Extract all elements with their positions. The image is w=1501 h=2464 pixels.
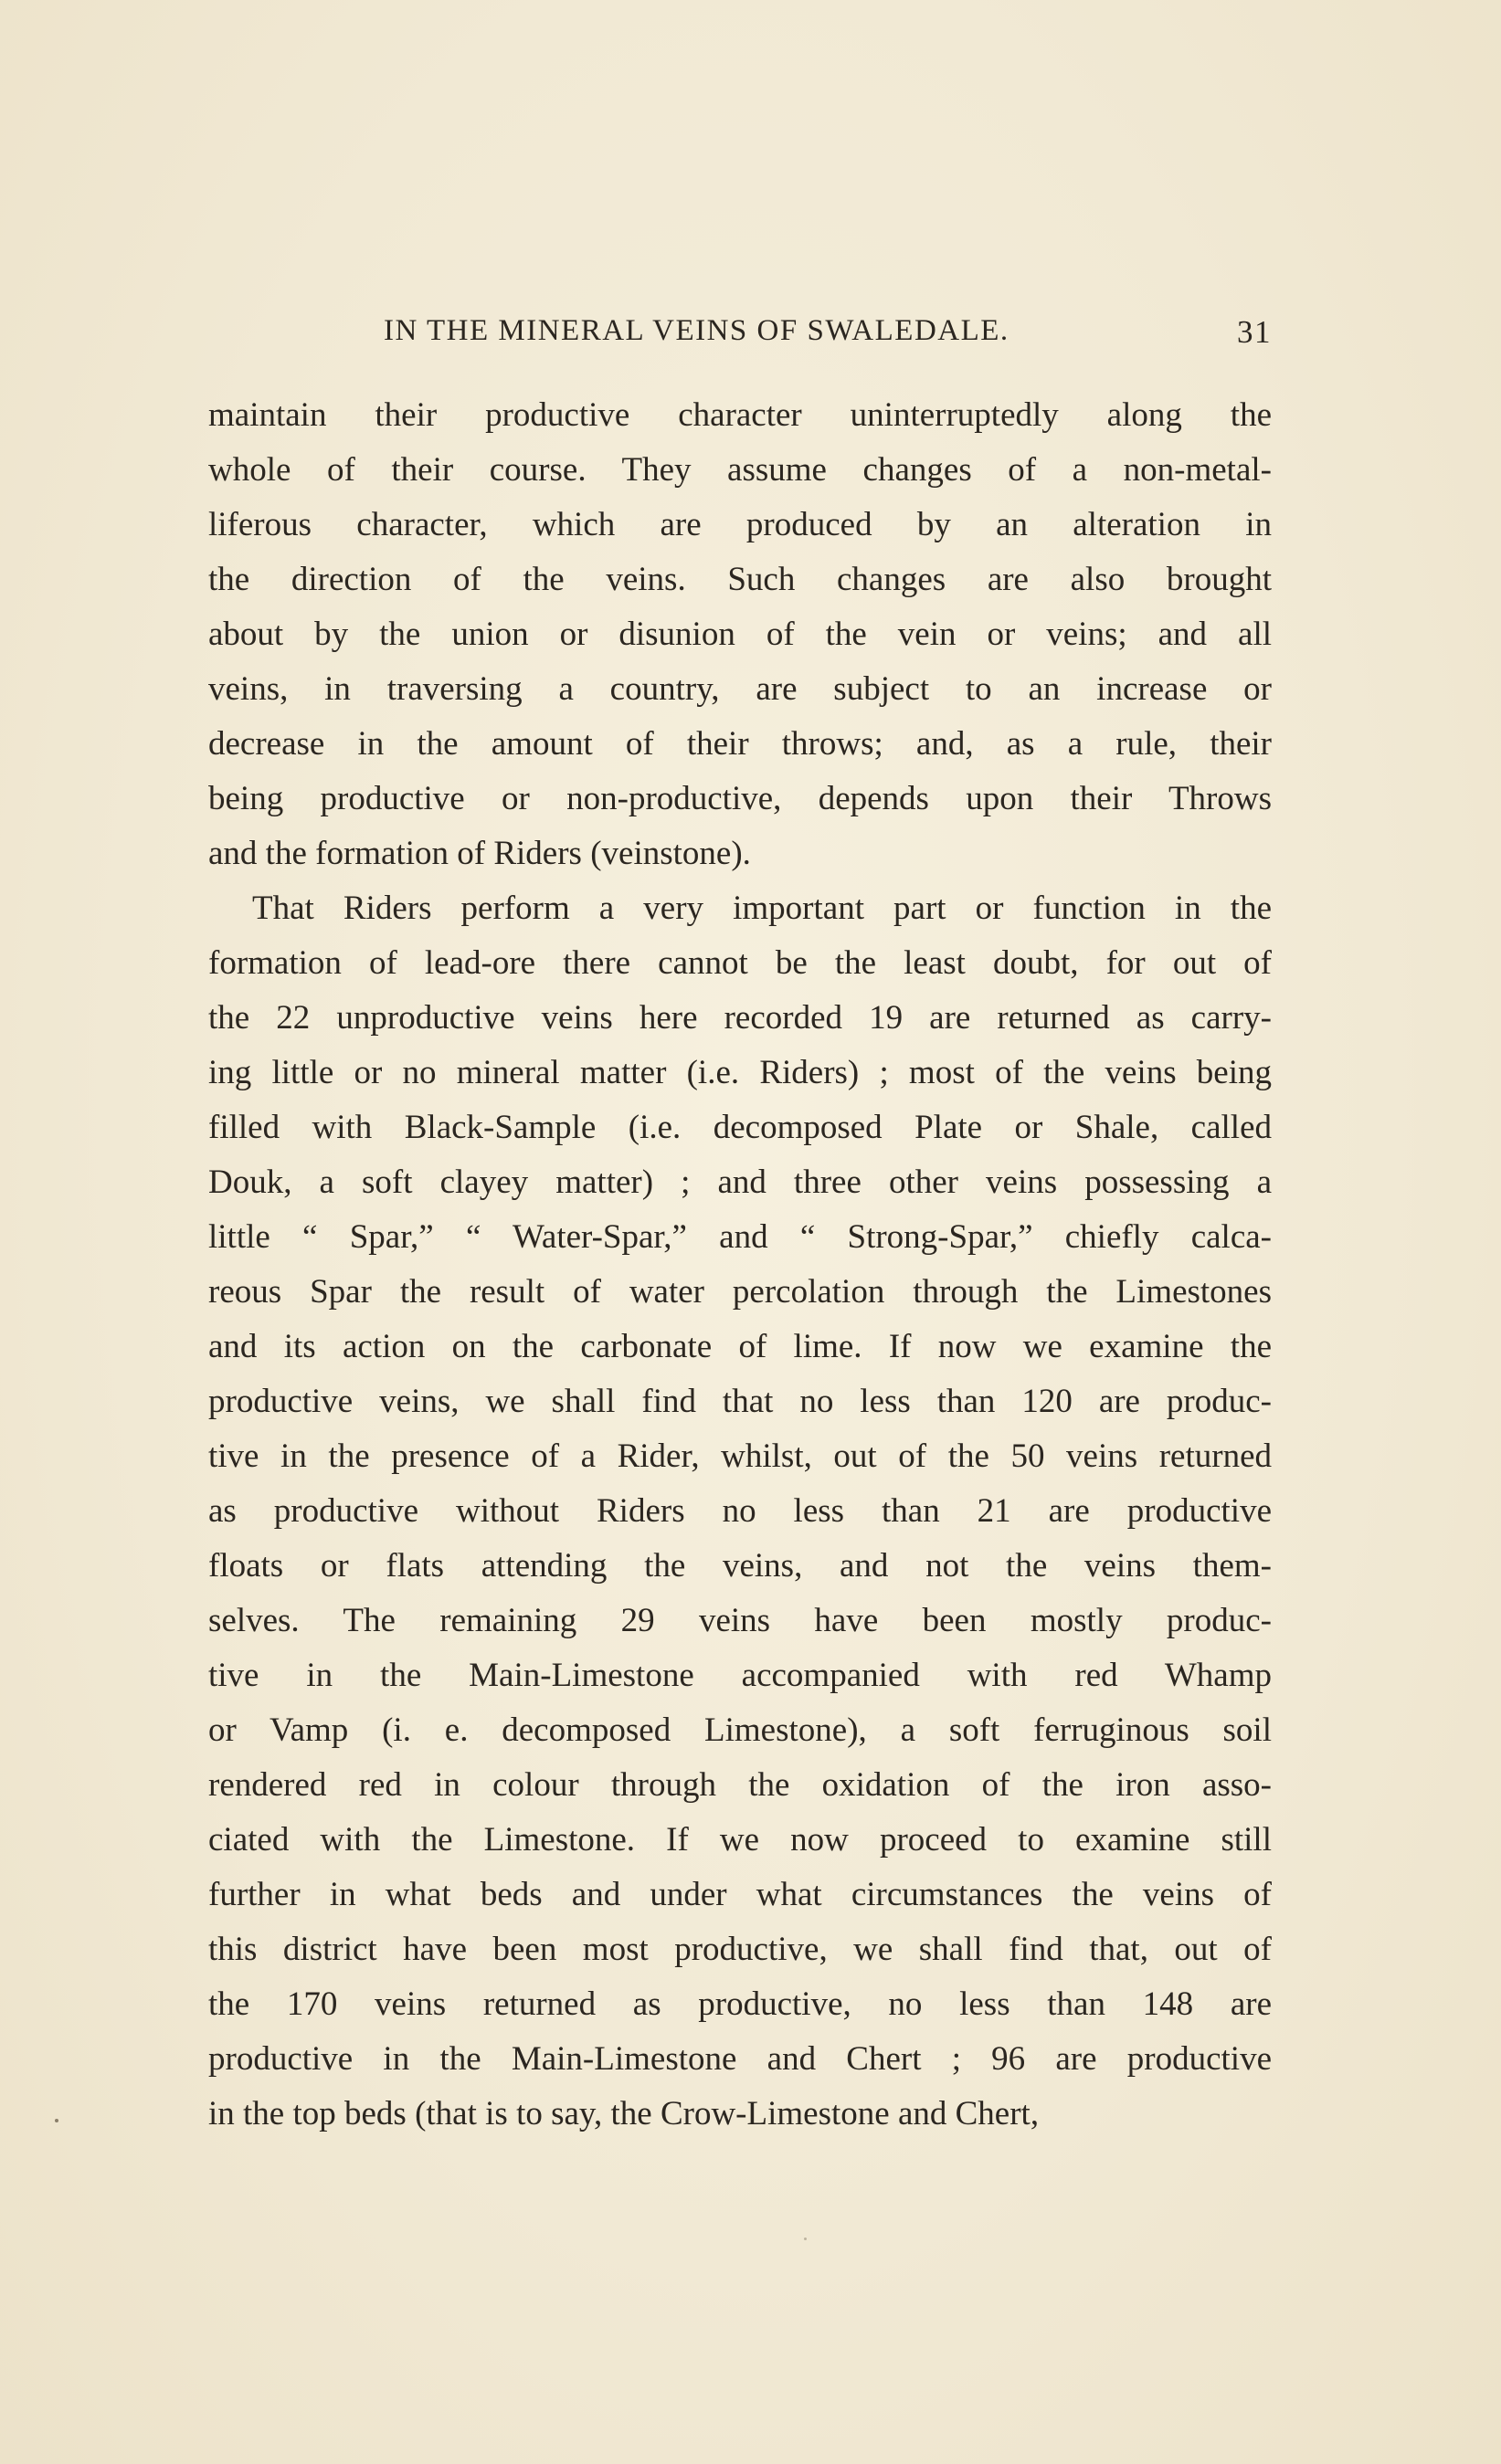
text-line: selves. The remaining 29 veins have been mostly produc- (208, 1602, 1272, 1639)
text-line: ing little or no mineral matter (i.e. Riders) ; most of the veins being (208, 1054, 1272, 1091)
text-line: formation of lead-ore there cannot be the least doubt, for out of (208, 944, 1272, 982)
text-line: little “ Spar,” “ Water-Spar,” and “ Strong-Spar,” chiefly calca- (208, 1218, 1272, 1256)
text-line: this district have been most productive, we shall find that, out of (208, 1931, 1272, 1968)
text-line: or Vamp (i. e. decomposed Limestone), a soft ferruginous soil (208, 1711, 1272, 1749)
text-line: whole of their course. They assume changes of a non-metal- (208, 451, 1272, 489)
text-line: ciated with the Limestone. If we now proceed to examine still (208, 1821, 1272, 1859)
text-line: tive in the Main-Limestone accompanied with red Whamp (208, 1657, 1272, 1694)
text-line: productive in the Main-Limestone and Chert ; 96 are productive (208, 2040, 1272, 2078)
paragraph-container (208, 388, 1272, 2142)
text-line: and the formation of Riders (veinstone). (208, 835, 751, 872)
page-number: 31 (1237, 314, 1272, 350)
text-line: being productive or non-productive, depends upon their Throws (208, 780, 1272, 817)
text-line: That Riders perform a very important part or function in the (252, 890, 1272, 927)
text-line: and its action on the carbonate of lime. If now we examine the (208, 1328, 1272, 1365)
text-line: tive in the presence of a Rider, whilst, out of the 50 veins returned (208, 1437, 1272, 1475)
text-line: Douk, a soft clayey matter) ; and three other veins possessing a (208, 1164, 1272, 1201)
print-speck (804, 2238, 807, 2240)
body-text (208, 388, 1272, 2142)
print-speck (55, 2119, 58, 2122)
text-line: rendered red in colour through the oxidation of the iron asso- (208, 1766, 1272, 1804)
text-line: the 170 veins returned as productive, no less than 148 are (208, 1985, 1272, 2023)
text-line: liferous character, which are produced by an alteration in (208, 506, 1272, 543)
running-head (208, 314, 1272, 354)
text-line: decrease in the amount of their throws; and, as a rule, their (208, 725, 1272, 763)
text-line: veins, in traversing a country, are subject to an increase or (208, 670, 1272, 708)
text-line: the 22 unproductive veins here recorded 19 are returned as carry- (208, 999, 1272, 1037)
running-title: IN THE MINERAL VEINS OF SWALEDALE. (384, 314, 1009, 347)
text-line: maintain their productive character uninterruptedly along the (208, 396, 1272, 434)
text-line: in the top beds (that is to say, the Crow-Limestone and Chert, (208, 2095, 1040, 2132)
text-line: about by the union or disunion of the vein or veins; and all (208, 616, 1272, 653)
text-line: floats or flats attending the veins, and not the veins them- (208, 1547, 1272, 1585)
text-line: filled with Black-Sample (i.e. decomposed Plate or Shale, called (208, 1109, 1272, 1146)
text-line: further in what beds and under what circumstances the veins of (208, 1876, 1272, 1913)
text-line: reous Spar the result of water percolation through the Limestones (208, 1273, 1272, 1311)
text-line: as productive without Riders no less than 21 are productive (208, 1492, 1272, 1530)
text-line: the direction of the veins. Such changes are also brought (208, 561, 1272, 598)
text-line: productive veins, we shall find that no less than 120 are produc- (208, 1383, 1272, 1420)
